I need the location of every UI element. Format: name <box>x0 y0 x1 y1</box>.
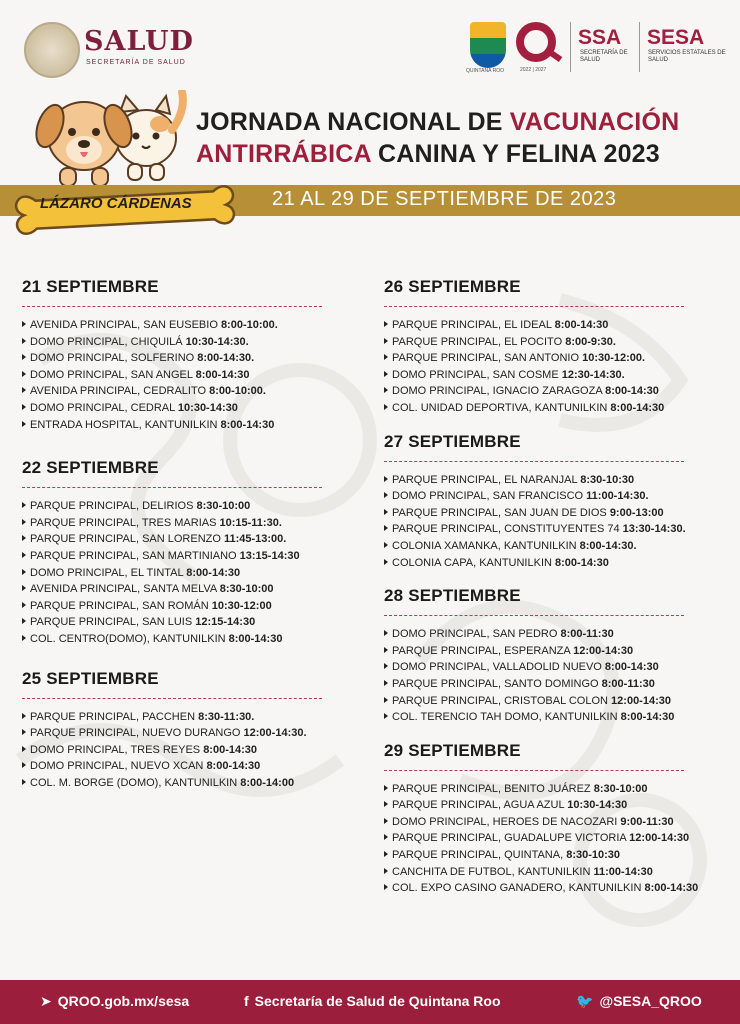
bullet-icon <box>384 834 388 840</box>
entry-place: PARQUE PRINCIPAL, EL POCITO <box>392 335 566 348</box>
day-section <box>384 276 734 417</box>
schedule-entry <box>384 847 734 864</box>
entry-time: 8:00-14:30 <box>620 711 675 724</box>
entry-place: PARQUE PRINCIPAL, DELIRIOS <box>30 500 197 513</box>
entry-time: 8:00-14:30 <box>203 743 258 756</box>
entry-place: DOMO PRINCIPAL, SAN COSME <box>392 368 562 381</box>
schedule-entry <box>22 758 342 775</box>
bullet-icon <box>22 421 26 427</box>
entry-place: PARQUE PRINCIPAL, AGUA AZUL <box>392 799 568 812</box>
schedule-entry <box>22 498 342 515</box>
ssa-subtitle: SECRETARÍA DE SALUD <box>580 50 628 63</box>
header <box>0 0 740 90</box>
entry-time: 8:00-14:30 <box>554 319 609 331</box>
entry-time: 8:00-9:30. <box>565 335 616 348</box>
entry-time: 8:00-11:30 <box>601 677 655 690</box>
entry-time: 9:00-11:30 <box>620 815 674 828</box>
schedule-entry <box>22 334 342 351</box>
entry-time: 12:00-14:30. <box>243 727 307 740</box>
day-section <box>384 431 734 572</box>
day-title: 25 SEPTIEMBRE <box>22 668 159 688</box>
schedule-entry <box>384 659 734 676</box>
entry-time: 8:30-10:00 <box>593 782 648 795</box>
entry-time: 8:00-14:30 <box>605 385 659 398</box>
bullet-icon <box>22 569 26 575</box>
schedule-entry <box>22 614 342 631</box>
bullet-icon <box>22 602 26 608</box>
bullet-icon <box>384 476 388 482</box>
entry-time: 9:00-13:00 <box>609 506 664 519</box>
entry-time: 12:00-14:30 <box>611 694 671 707</box>
schedule-entry <box>384 864 734 881</box>
schedule-entry <box>384 367 734 384</box>
bullet-icon <box>384 697 388 703</box>
entry-place: DOMO PRINCIPAL, VALLADOLID NUEVO <box>392 661 605 674</box>
bullet-icon <box>22 404 26 410</box>
schedule-entry <box>384 383 734 400</box>
schedule-entry <box>384 521 734 538</box>
entry-place: COL. M. BORGE (DOMO), KANTUNILKIN <box>30 776 241 789</box>
entry-place: PARQUE PRINCIPAL, SAN JUAN DE DIOS <box>392 506 610 519</box>
bullet-icon <box>384 785 388 791</box>
day-section <box>384 585 734 726</box>
entry-time: 11:00-14:30. <box>586 490 649 503</box>
entry-time: 8:00-14:30 <box>644 882 699 895</box>
bullet-icon <box>22 321 26 327</box>
entry-place: PARQUE PRINCIPAL, SAN ANTONIO <box>392 352 583 365</box>
bullet-icon <box>22 338 26 344</box>
ssa-title: SSA <box>578 26 622 49</box>
entry-place: PARQUE PRINCIPAL, SAN ROMÁN <box>30 599 212 612</box>
schedule-entry <box>384 709 734 726</box>
bullet-icon <box>384 680 388 686</box>
entry-time: 8:00-14:30 <box>206 760 261 773</box>
schedule-entry <box>384 538 734 555</box>
bullet-icon <box>384 354 388 360</box>
bullet-icon <box>384 387 388 393</box>
bullet-icon <box>384 663 388 669</box>
entry-place: PARQUE PRINCIPAL, SANTO DOMINGO <box>392 677 602 690</box>
entry-place: PARQUE PRINCIPAL, SAN LORENZO <box>30 533 224 546</box>
bullet-icon <box>384 559 388 565</box>
entry-place: COL. CENTRO(DOMO), KANTUNILKIN <box>30 632 229 645</box>
day-title: 28 SEPTIEMBRE <box>384 586 521 606</box>
bullet-icon <box>384 713 388 719</box>
entry-place: COLONIA CAPA, KANTUNILKIN <box>392 556 556 569</box>
entry-place: COL. EXPO CASINO GANADERO, KANTUNILKIN <box>392 882 645 895</box>
schedule-entry <box>22 317 342 334</box>
entry-time: 10:30-14:30 <box>177 401 238 414</box>
entry-time: 10:30-14:30. <box>185 335 249 348</box>
bullet-icon <box>22 618 26 624</box>
twitter-icon: 🐦 <box>576 993 594 1009</box>
entry-time: 8:00-10:00. <box>209 385 266 398</box>
bullet-icon <box>22 552 26 558</box>
quintana-roo-caption: QUINTANA ROO <box>466 68 504 74</box>
entry-place: DOMO PRINCIPAL, SAN PEDRO <box>392 628 561 641</box>
entry-place: ENTRADA HOSPITAL, KANTUNILKIN <box>30 418 221 431</box>
entry-place: DOMO PRINCIPAL, EL TINTAL <box>30 566 187 579</box>
day-section <box>22 668 342 792</box>
entry-time: 12:00-14:30 <box>629 832 690 845</box>
entry-time: 8:30-10:00 <box>196 500 251 513</box>
entry-place: PARQUE PRINCIPAL, CONSTITUYENTES 74 <box>392 523 623 536</box>
entry-place: AVENIDA PRINCIPAL, SANTA MELVA <box>30 583 220 596</box>
entry-place: DOMO PRINCIPAL, SAN ANGEL <box>30 368 196 381</box>
bullet-icon <box>22 371 26 377</box>
entry-place: CANCHITA DE FUTBOL, KANTUNILKIN <box>392 865 594 878</box>
dashed-divider <box>22 487 322 488</box>
bullet-icon <box>22 519 26 525</box>
entry-place: PARQUE PRINCIPAL, CRISTOBAL COLON <box>392 694 612 707</box>
sesa-title: SESA <box>647 26 705 49</box>
entry-time: 8:00-10:00. <box>220 319 278 331</box>
day-title: 27 SEPTIEMBRE <box>384 431 521 451</box>
entry-place: PARQUE PRINCIPAL, SAN LUIS <box>30 616 196 629</box>
entry-time: 8:00-14:30. <box>197 352 255 365</box>
entry-time: 8:00-14:30 <box>555 556 609 569</box>
schedule-entry <box>22 631 342 648</box>
day-section <box>22 457 342 647</box>
entry-place: DOMO PRINCIPAL, SOLFERINO <box>30 352 198 365</box>
schedule-entry <box>384 334 734 351</box>
day-title: 29 SEPTIEMBRE <box>384 740 521 760</box>
entry-time: 8:00-14:30 <box>228 632 283 645</box>
footer <box>0 980 740 1024</box>
entry-place: AVENIDA PRINCIPAL, CEDRALITO <box>30 385 210 398</box>
schedule-entry <box>22 725 342 742</box>
schedule-entry <box>22 350 342 367</box>
schedule-entry <box>22 383 342 400</box>
entry-time: 12:30-14:30. <box>561 368 625 381</box>
entry-place: PARQUE PRINCIPAL, PACCHEN <box>30 710 199 723</box>
entry-place: DOMO PRINCIPAL, CEDRAL <box>30 401 178 414</box>
entry-place: AVENIDA PRINCIPAL, SAN EUSEBIO <box>30 319 221 331</box>
bullet-icon <box>384 404 388 410</box>
bullet-icon <box>384 542 388 548</box>
schedule-entry <box>22 531 342 548</box>
entry-place: PARQUE PRINCIPAL, EL IDEAL <box>392 319 555 331</box>
entry-time: 8:00-11:30 <box>560 628 614 641</box>
schedule-entry <box>384 693 734 710</box>
entry-time: 8:00-14:30. <box>579 539 637 552</box>
schedule-entry <box>22 709 342 726</box>
schedule-entry <box>22 548 342 565</box>
dashed-divider <box>22 698 322 699</box>
schedule-entry <box>22 417 342 434</box>
salud-brand: SALUD <box>84 26 194 57</box>
bullet-icon <box>384 851 388 857</box>
schedule-entry <box>22 565 342 582</box>
schedule-entry <box>384 830 734 847</box>
bullet-icon <box>384 371 388 377</box>
entry-place: PARQUE PRINCIPAL, NUEVO DURANGO <box>30 727 244 740</box>
dashed-divider <box>384 615 684 616</box>
bullet-icon <box>22 635 26 641</box>
entry-place: DOMO PRINCIPAL, NUEVO XCAN <box>30 760 207 773</box>
schedule-entry <box>384 880 734 897</box>
entry-place: DOMO PRINCIPAL, CHIQUILÁ <box>30 335 186 348</box>
bullet-icon <box>22 535 26 541</box>
bullet-icon <box>22 585 26 591</box>
bullet-icon <box>22 502 26 508</box>
schedule-entry <box>384 643 734 660</box>
entry-time: 11:00-14:30 <box>593 865 653 878</box>
entry-time: 8:00-14:30 <box>220 418 275 431</box>
twitter-link[interactable]: 🐦 @SESA_QROO <box>576 993 702 1009</box>
bullet-icon <box>384 868 388 874</box>
day-title: 22 SEPTIEMBRE <box>22 458 159 478</box>
bullet-icon <box>22 729 26 735</box>
entry-place: COLONIA XAMANKA, KANTUNILKIN <box>392 539 580 552</box>
schedule-entry <box>384 676 734 693</box>
schedule-entry <box>22 581 342 598</box>
schedule-entry <box>384 472 734 489</box>
bullet-icon <box>22 779 26 785</box>
schedule-entry <box>384 555 734 572</box>
website-link[interactable]: ➤ QROO.gob.mx/sesa <box>40 993 190 1009</box>
schedule-entry <box>22 515 342 532</box>
location-label: LÁZARO CÁRDENAS <box>40 195 192 212</box>
day-title: 21 SEPTIEMBRE <box>22 277 159 296</box>
bullet-icon <box>384 338 388 344</box>
bullet-icon <box>384 818 388 824</box>
schedule-left-column <box>22 276 342 791</box>
schedule-entry <box>22 598 342 615</box>
bullet-icon <box>384 321 388 327</box>
entry-time: 11:45-13:00. <box>223 533 287 546</box>
schedule-entry <box>22 400 342 417</box>
schedule-entry <box>384 317 734 334</box>
entry-place: PARQUE PRINCIPAL, SAN MARTINIANO <box>30 549 240 562</box>
entry-time: 8:00-14:30 <box>604 661 659 674</box>
cursor-icon: ➤ <box>40 993 52 1009</box>
bullet-icon <box>384 884 388 890</box>
bullet-icon <box>384 492 388 498</box>
entry-place: PARQUE PRINCIPAL, QUINTANA, <box>392 849 567 862</box>
day-section <box>22 276 342 433</box>
day-title: 26 SEPTIEMBRE <box>384 277 521 296</box>
schedule-entry <box>384 505 734 522</box>
entry-place: DOMO PRINCIPAL, TRES REYES <box>30 743 204 756</box>
entry-place: PARQUE PRINCIPAL, GUADALUPE VICTORIA <box>392 832 630 845</box>
bullet-icon <box>384 525 388 531</box>
quintana-roo-shield-logo <box>470 22 506 68</box>
divider <box>570 22 571 72</box>
bullet-icon <box>384 630 388 636</box>
entry-place: COL. UNIDAD DEPORTIVA, KANTUNILKIN <box>392 401 611 414</box>
campaign-title-line-1: JORNADA NACIONAL DE VACUNACIÓN <box>196 108 680 136</box>
dashed-divider <box>384 461 684 462</box>
entry-time: 10:15-11:30. <box>219 516 282 529</box>
bullet-icon <box>384 647 388 653</box>
entry-time: 8:30-10:30 <box>580 473 635 486</box>
schedule-entry <box>22 775 342 792</box>
schedule-entry <box>384 350 734 367</box>
sesa-subtitle: SERVICIOS ESTATALES DE SALUD <box>648 50 726 63</box>
day-section <box>384 740 734 897</box>
facebook-link[interactable]: f Secretaría de Salud de Quintana Roo <box>244 993 501 1009</box>
schedule-entry <box>384 400 734 417</box>
entry-time: 10:30-12:00. <box>582 352 646 365</box>
entry-place: PARQUE PRINCIPAL, ESPERANZA <box>392 644 574 657</box>
bullet-icon <box>22 387 26 393</box>
entry-place: DOMO PRINCIPAL, IGNACIO ZARAGOZA <box>392 385 606 398</box>
schedule-entry <box>384 797 734 814</box>
campaign-dates: 21 AL 29 DE SEPTIEMBRE DE 2023 <box>272 188 617 210</box>
schedule-entry <box>384 814 734 831</box>
mexico-seal-logo <box>24 22 80 78</box>
divider <box>639 22 640 72</box>
entry-time: 12:00-14:30 <box>573 644 634 657</box>
schedule-entry <box>22 367 342 384</box>
facebook-icon: f <box>244 993 249 1009</box>
entry-time: 13:15-14:30 <box>239 549 300 562</box>
entry-place: PARQUE PRINCIPAL, BENITO JUÁREZ <box>392 782 594 795</box>
entry-time: 10:30-14:30 <box>567 799 628 812</box>
entry-time: 8:30-10:00 <box>219 583 274 596</box>
entry-time: 8:00-14:00 <box>240 776 295 789</box>
entry-time: 8:00-14:30 <box>186 566 241 579</box>
entry-place: DOMO PRINCIPAL, SAN FRANCISCO <box>392 490 587 503</box>
entry-place: PARQUE PRINCIPAL, EL NARANJAL <box>392 473 581 486</box>
schedule-entry <box>384 626 734 643</box>
bullet-icon <box>22 354 26 360</box>
dashed-divider <box>384 306 684 307</box>
entry-time: 13:30-14:30. <box>622 523 686 536</box>
salud-brand-subtitle: SECRETARÍA DE SALUD <box>86 59 186 66</box>
entry-place: PARQUE PRINCIPAL, TRES MARIAS <box>30 516 220 529</box>
dashed-divider <box>22 306 322 307</box>
entry-time: 12:15-14:30 <box>195 616 256 629</box>
entry-time: 10:30-12:00 <box>211 599 272 612</box>
entry-time: 8:30-10:30 <box>566 849 621 862</box>
entry-time: 8:00-14:30 <box>195 368 250 381</box>
dashed-divider <box>384 770 684 771</box>
schedule-right-column <box>384 276 734 897</box>
schedule-entry <box>384 781 734 798</box>
entry-place: DOMO PRINCIPAL, HEROES DE NACOZARI <box>392 815 621 828</box>
q-logo-caption: 2022 | 2027 <box>520 67 547 73</box>
bullet-icon <box>22 713 26 719</box>
bullet-icon <box>384 509 388 515</box>
campaign-title-line-2: ANTIRRÁBICA CANINA Y FELINA 2023 <box>196 140 660 168</box>
bullet-icon <box>22 762 26 768</box>
schedule-entry <box>22 742 342 759</box>
bullet-icon <box>22 746 26 752</box>
bullet-icon <box>384 801 388 807</box>
entry-time: 8:30-11:30. <box>198 710 255 723</box>
entry-place: COL. TERENCIO TAH DOMO, KANTUNILKIN <box>392 711 621 724</box>
schedule-entry <box>384 488 734 505</box>
entry-time: 8:00-14:30 <box>610 401 665 414</box>
